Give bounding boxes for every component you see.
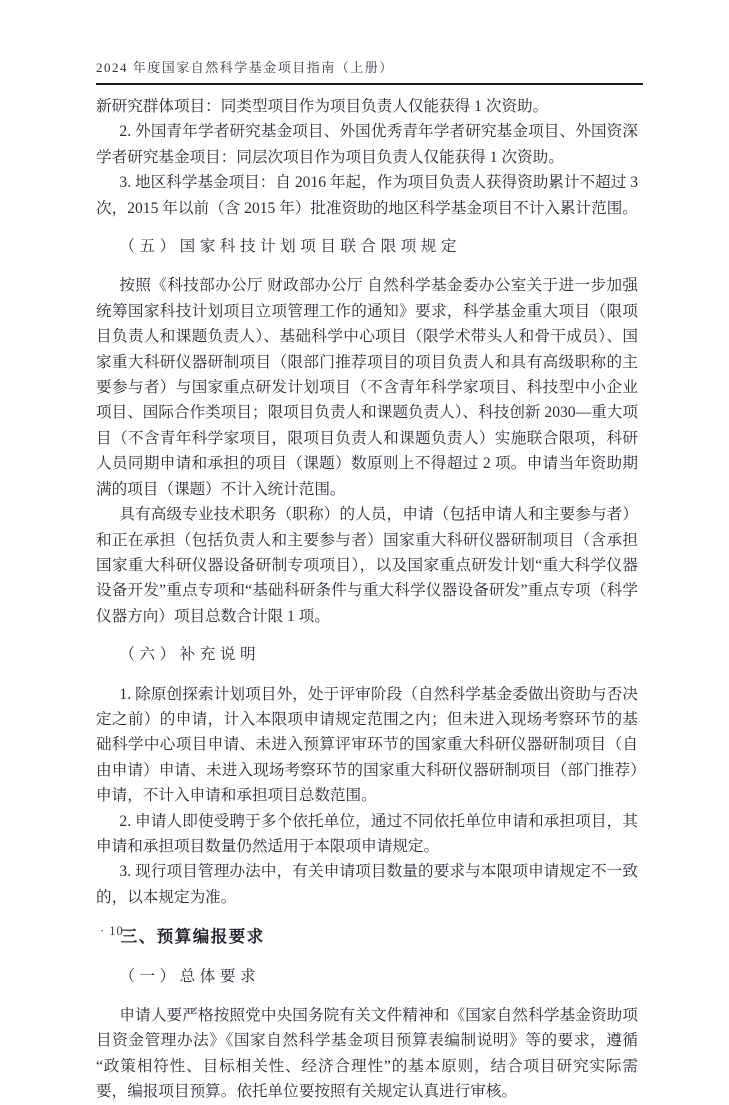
paragraph-supplement-1: 1. 除原创探索计划项目外，处于评审阶段（自然科学基金委做出资助与否决定之前）的申请，计入本限项申请规定范围之内；但未进入现场考察环节的基础科学中心项目申请、未进入预算评审环节的国家重大科研仪器研制项目（自由申请）申请、未进入现场考察环节的国家重大科研仪器研制项目（部门推荐）申请，不计入申请和承担项目总数范围。 [96, 685, 638, 805]
paragraph-budget-requirement: 申请人要严格按照党中央国务院有关文件精神和《国家自然科学基金资助项目资金管理办法》《国家自然科学基金项目预算表编制说明》等的要求，遵循“政策相符性、目标相关性、经济合理性”的基本原则，结合项目研究实际需要，编报项目预算。依托单位要按照有关规定认真进行审核。 [96, 1007, 638, 1101]
chapter-heading-budget: 三、预算编报要求 [120, 928, 265, 947]
section-heading-general: （一）总体要求 [119, 967, 261, 985]
paragraph-supplement-3: 3. 现行项目管理办法中，有关申请项目数量的要求与本限项申请规定不一致的，以本规定为准。 [96, 863, 638, 906]
paragraph-joint-limit: 按照《科技部办公厅 财政部办公厅 自然科学基金委办公室关于进一步加强统筹国家科技计划项目立项管理工作的通知》要求，科学基金重大项目（限项目负责人和课题负责人）、基础科学中心项目（限学术带头人和骨干成员）、国家重大科研仪器研制项目（限部门推荐项目的项目负责人和具有高级职称的主要参与者）与国家重点研发计划项目（不含青年科学家项目、科技型中小企业项目、国际合作类项目；限项目负责人和课题负责人）、科技创新 2030—重大项目（不含青年科学家项目，限项目负责人和课题负责人）实施联合限项，科研人员同期申请和承担的项目（课题）数原则上不得超过 2 项。申请当年资助期满的项目（课题）不计入统计范围。 [96, 277, 638, 498]
paragraph-senior-title: 具有高级专业技术职务（职称）的人员，申请（包括申请人和主要参与者）和正在承担（包括负责人和主要参与者）国家重大科研仪器研制项目（含承担国家重大科研仪器设备研制专项项目），以及国家重点研发计划“重大科学仪器设备开发”重点专项和“基础科研条件与重大科学仪器设备研发”重点专项（科学仪器方向）项目总数合计限 1 项。 [96, 506, 638, 625]
header-rule [96, 83, 643, 85]
paragraph-continuation: 新研究群体项目：同类型项目作为项目负责人仅能获得 1 次资助。 [96, 98, 549, 115]
page-footer [100, 924, 133, 939]
page-number: · 10 · [100, 924, 134, 938]
document-body [96, 94, 638, 1105]
page-header [96, 57, 643, 85]
paragraph-supplement-2: 2. 申请人即使受聘于多个依托单位，通过不同依托单位申请和承担项目，其申请和承担项目数量仍然适用于本限项申请规定。 [96, 812, 638, 855]
paragraph-item-3: 3. 地区科学基金项目：自 2016 年起，作为项目负责人获得资助累计不超过 3 次，2015 年以前（含 2015 年）批准资助的地区科学基金项目不计入累计范围。 [96, 174, 638, 217]
running-title: 2024 年度国家自然科学基金项目指南（上册） [96, 60, 394, 75]
paragraph-item-2: 2. 外国青年学者研究基金项目、外国优秀青年学者研究基金项目、外国资深学者研究基金项目：同层次项目作为项目负责人仅能获得 1 次资助。 [96, 123, 638, 166]
section-heading-5: （五）国家科技计划项目联合限项规定 [119, 238, 461, 256]
section-heading-6: （六）补充说明 [119, 646, 261, 664]
